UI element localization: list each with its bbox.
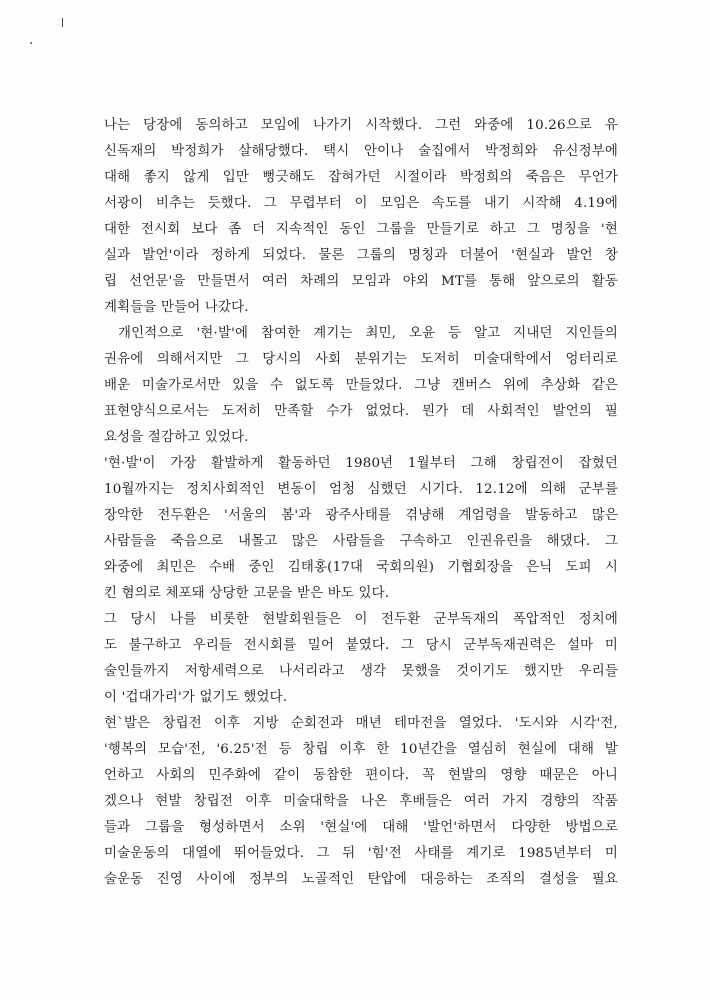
text-line: 현`발은 창립전 이후 지방 순회전과 매년 테마전을 열었다. '도시와 시각'전, [104, 716, 618, 731]
text-line: 10월까지는 정치사회적인 변동이 엄청 심했던 시기다. 12.12에 의해 군부를 [104, 482, 618, 497]
text-line: 요성을 절감하고 있었다. [104, 430, 249, 445]
text-line: 신독재의 박정희가 살해당했다. 택시 안이나 술집에서 박정희와 유신정부에 [104, 144, 618, 159]
text-line: 표현양식으로서는 도저히 만족할 수가 없었다. 뭔가 데 사회적인 발언의 필 [104, 404, 618, 419]
body-text [104, 113, 618, 893]
text-line: 술인들까지 저항세력으로 나서리라고 생각 못했을 것이기도 했지만 우리들 [104, 664, 618, 679]
text-line: 실과 발언'이라 정하게 되었다. 물론 그룹의 명칭과 더불어 '현실과 발언 창 [104, 248, 618, 263]
text-line: 이 '겁대가리'가 없기도 했었다. [104, 690, 288, 705]
text-line: 도 불구하고 우리들 전시회를 밀어 붙였다. 그 당시 군부독재권력은 설마 미 [104, 638, 618, 653]
text-line: 와중에 최민은 수배 중인 김태홍(17대 국회의원) 기협회장을 은닉 도피 시 [104, 560, 618, 575]
text-line: 겠으나 현발 창립전 이후 미술대학을 나온 후배들은 여러 가지 경향의 작품 [104, 794, 618, 809]
text-line: 나는 당장에 동의하고 모임에 나가기 시작했다. 그런 와중에 10.26으로 유 [104, 118, 618, 133]
scan-edge-mark [62, 18, 63, 27]
text-line: 킨 혐의로 체포돼 상당한 고문을 받은 바도 있다. [104, 586, 390, 601]
text-line: 권유에 의해서지만 그 당시의 사회 분위기는 도저히 미술대학에서 엉터리로 [104, 352, 618, 367]
text-line: 그 당시 나를 비롯한 현발회원들은 이 전두환 군부독재의 폭압적인 정치에 [104, 612, 618, 627]
text-line: 사람들을 죽음으로 내몰고 많은 사람들을 구속하고 인권유린을 해댔다. 그 [104, 534, 618, 549]
text-line: 립 선언문'을 만들면서 여러 차례의 모임과 야외 MT를 통해 앞으로의 활동 [104, 274, 618, 289]
text-line: 미술운동의 대열에 뛰어들었다. 그 뒤 '힘'전 사태를 계기로 1985년부터 미 [104, 846, 618, 861]
text-line: 배운 미술가로서만 있을 수 없도록 만들었다. 그냥 캔버스 위에 추상화 같은 [104, 378, 618, 393]
text-line: 대해 좋지 않게 입만 뻥긋해도 잡혀가던 시절이라 박정희의 죽음은 무언가 [104, 170, 618, 185]
scan-speck [30, 42, 32, 44]
text-line: '행복의 모습'전, '6.25'전 등 창립 이후 한 10년간을 열심히 현실에 대해 발 [104, 742, 618, 757]
text-line: 개인적으로 '현·발'에 참여한 계기는 최민, 오윤 등 알고 지내던 지인들의 [118, 326, 618, 341]
text-line: 계획들을 만들어 나갔다. [104, 300, 249, 315]
text-line: 술운동 진영 사이에 정부의 노골적인 탄압에 대응하는 조직의 결성을 필요 [104, 872, 618, 887]
text-line: '현·발'이 가장 활발하게 활동하던 1980년 1월부터 그해 창립전이 잡혔던 [104, 456, 618, 471]
text-line: 들과 그룹을 형성하면서 소위 '현실'에 대해 '발언'하면서 다양한 방법으로 [104, 820, 618, 835]
text-line: 대한 전시회 보다 좀 더 지속적인 동인 그룹을 만들기로 하고 그 명칭을 '현 [104, 222, 618, 237]
text-line: 언하고 사회의 민주화에 같이 동참한 편이다. 꼭 현발의 영향 때문은 아니 [104, 768, 618, 783]
text-line: 서광이 비추는 듯했다. 그 무렵부터 이 모임은 속도를 내기 시작해 4.19에 [104, 196, 618, 211]
text-line: 장악한 전두환은 '서울의 봄'과 광주사태를 겪냥해 계엄령을 발동하고 많은 [104, 508, 618, 523]
